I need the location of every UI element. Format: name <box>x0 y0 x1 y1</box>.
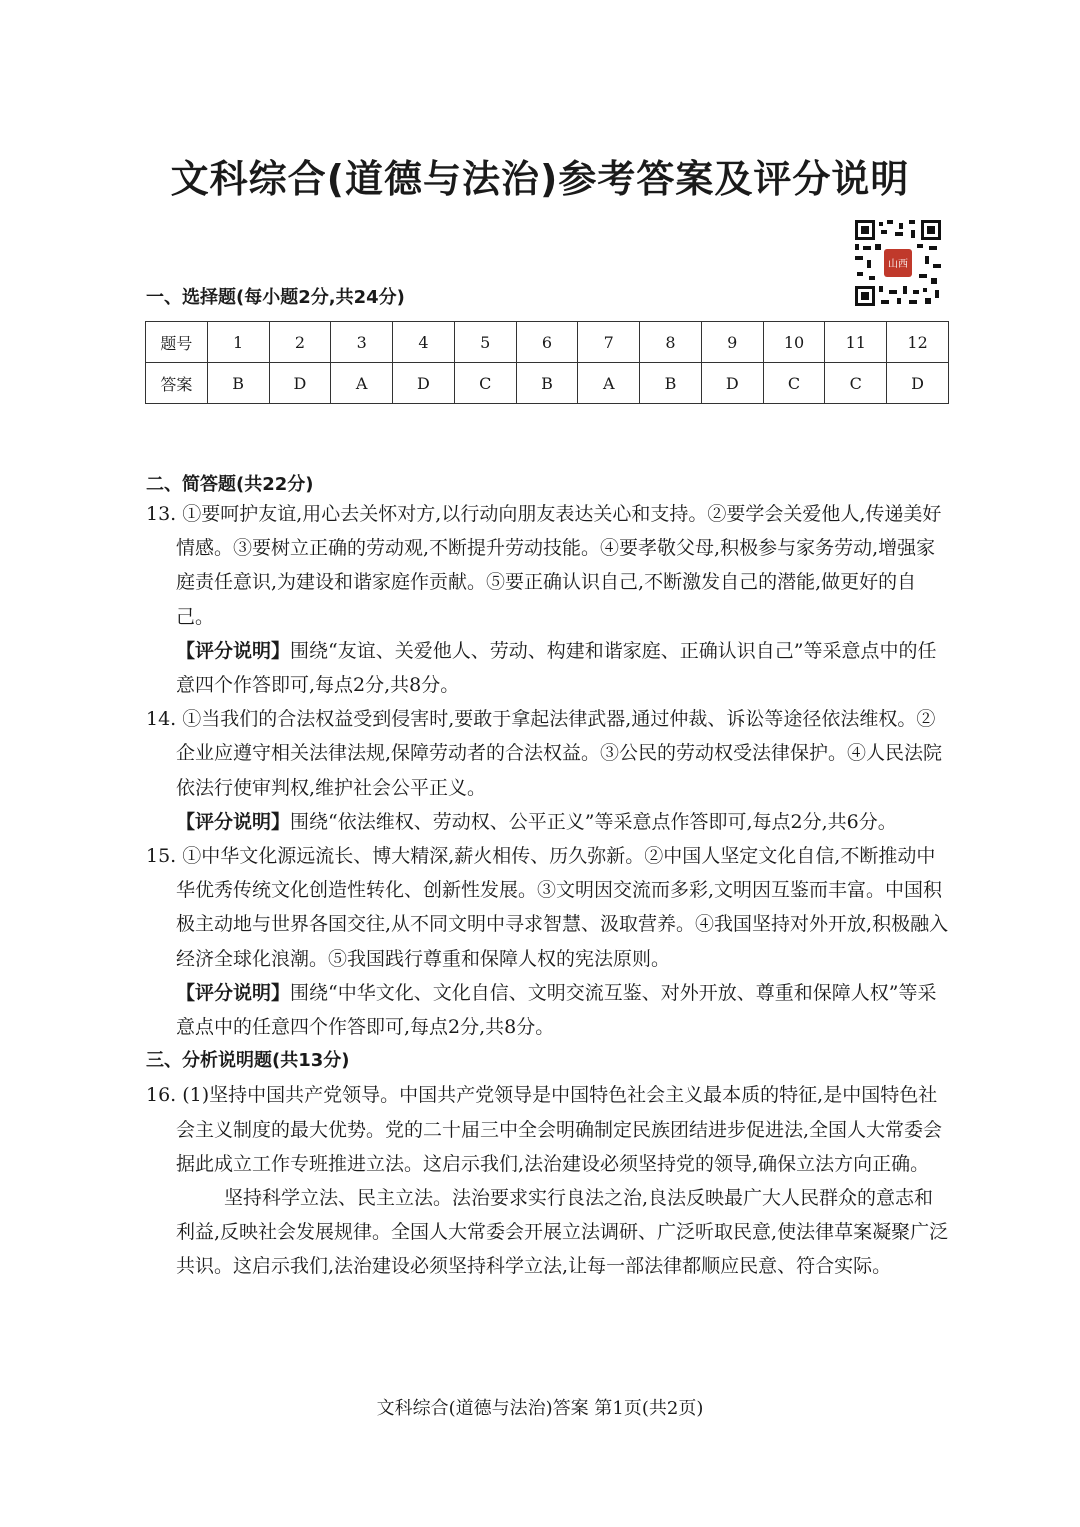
table-cell: C <box>454 363 516 404</box>
table-cell: A <box>331 363 393 404</box>
question-16-part1-paragraph2: 坚持科学立法、民主立法。法治要求实行良法之治,良法反映最广大人民群众的意志和利益,反映社会发展规律。全国人大常委会开展立法调研、广泛听取民意,使法律草案凝聚广泛共识。这启示我们,法治建设必须坚持科学立法,让每一部法律都顺应民意、符合实际。 <box>176 1187 949 1278</box>
table-cell: A <box>578 363 640 404</box>
table-cell: 6 <box>516 322 578 363</box>
question-14-scoring-note <box>146 805 952 839</box>
question-13-scoring-note <box>146 634 952 702</box>
scoring-note-text: 围绕“中华文化、文化自信、文明交流互鉴、对外开放、尊重和保障人权”等采意点中的任意四个作答即可,每点2分,共8分。 <box>176 981 937 1039</box>
table-cell: D <box>887 363 949 404</box>
table-cell: 1 <box>207 322 269 363</box>
table-cell: 2 <box>269 322 331 363</box>
table-cell: C <box>763 363 825 404</box>
scoring-note-label: 【评分说明】 <box>176 981 291 1004</box>
section-heading-short-answer: 二、简答题(共22分) <box>146 474 314 495</box>
question-13-answer: 13. ①要呵护友谊,用心去关怀对方,以行动向朋友表达关心和支持。②要学会关爱他人,传递美好情感。③要树立正确的劳动观,不断提升劳动技能。④要孝敬父母,积极参与家务劳动,增强家庭责任意识,为建设和谐家庭作贡献。⑤要正确认识自己,不断激发自己的潜能,做更好的自己。 <box>146 503 942 628</box>
section-heading-analysis: 三、分析说明题(共13分) <box>146 1050 350 1072</box>
page-footer: 文科综合(道德与法治)答案 第1页(共2页) <box>376 1398 704 1419</box>
table-cell: 5 <box>454 322 516 363</box>
question-14-answer: 14. ①当我们的合法权益受到侵害时,要敢于拿起法律武器,通过仲裁、诉讼等途径依法维权。②企业应遵守相关法律法规,保障劳动者的合法权益。③公民的劳动权受法律保护。④人民法院依法行使审判权,维护社会公平正义。 <box>146 708 943 799</box>
scoring-note-label: 【评分说明】 <box>176 639 291 662</box>
row-label-number: 题号 <box>146 322 208 363</box>
table-cell: C <box>825 363 887 404</box>
table-cell: 10 <box>763 322 825 363</box>
table-cell: 3 <box>331 322 393 363</box>
question-16-part1: 16. (1)坚持中国共产党领导。中国共产党领导是中国特色社会主义最本质的特征,是中国特色社会主义制度的最大优势。党的二十届三中全会明确制定民族团结进步促进法,全国人大常委会据此成立工作专班推进立法。这启示我们,法治建设必须坚持党的领导,确保立法方向正确。 <box>146 1084 943 1175</box>
scoring-note-label: 【评分说明】 <box>176 810 291 833</box>
question-15-answer: 15. ①中华文化源远流长、博大精深,薪火相传、历久弥新。②中国人坚定文化自信,不断推动中华优秀传统文化创造性转化、创新性发展。③文明因交流而多彩,文明因互鉴而丰富。中国积极主动地与世界各国交往,从不同文明中寻求智慧、汲取营养。④我国坚持对外开放,积极融入经济全球化浪潮。⑤我国践行尊重和保障人权的宪法原则。 <box>146 845 949 970</box>
answer-body <box>146 497 952 1284</box>
table-cell: 9 <box>701 322 763 363</box>
row-label-answer: 答案 <box>146 363 208 404</box>
table-cell: D <box>269 363 331 404</box>
table-row-numbers <box>146 322 949 363</box>
table-cell: B <box>516 363 578 404</box>
table-cell: D <box>393 363 455 404</box>
page-title: 文科综合(道德与法治)参考答案及评分说明 <box>170 157 910 201</box>
section-heading-choice: 一、选择题(每小题2分,共24分) <box>146 287 405 308</box>
table-cell: B <box>640 363 702 404</box>
qr-code-icon[interactable] <box>855 220 941 306</box>
question-15-scoring-note <box>146 976 952 1044</box>
seal-text: 山西 <box>888 259 908 270</box>
table-cell: 12 <box>887 322 949 363</box>
table-cell: 11 <box>825 322 887 363</box>
table-row-answers <box>146 363 949 404</box>
answer-table <box>145 321 949 404</box>
table-cell: D <box>701 363 763 404</box>
table-cell: 7 <box>578 322 640 363</box>
scoring-note-text: 围绕“友谊、关爱他人、劳动、构建和谐家庭、正确认识自己”等采意点中的任意四个作答即可,每点2分,共8分。 <box>176 639 937 697</box>
table-cell: B <box>207 363 269 404</box>
table-cell: 8 <box>640 322 702 363</box>
table-cell: 4 <box>393 322 455 363</box>
scoring-note-text: 围绕“依法维权、劳动权、公平正义”等采意点作答即可,每点2分,共6分。 <box>290 810 897 833</box>
